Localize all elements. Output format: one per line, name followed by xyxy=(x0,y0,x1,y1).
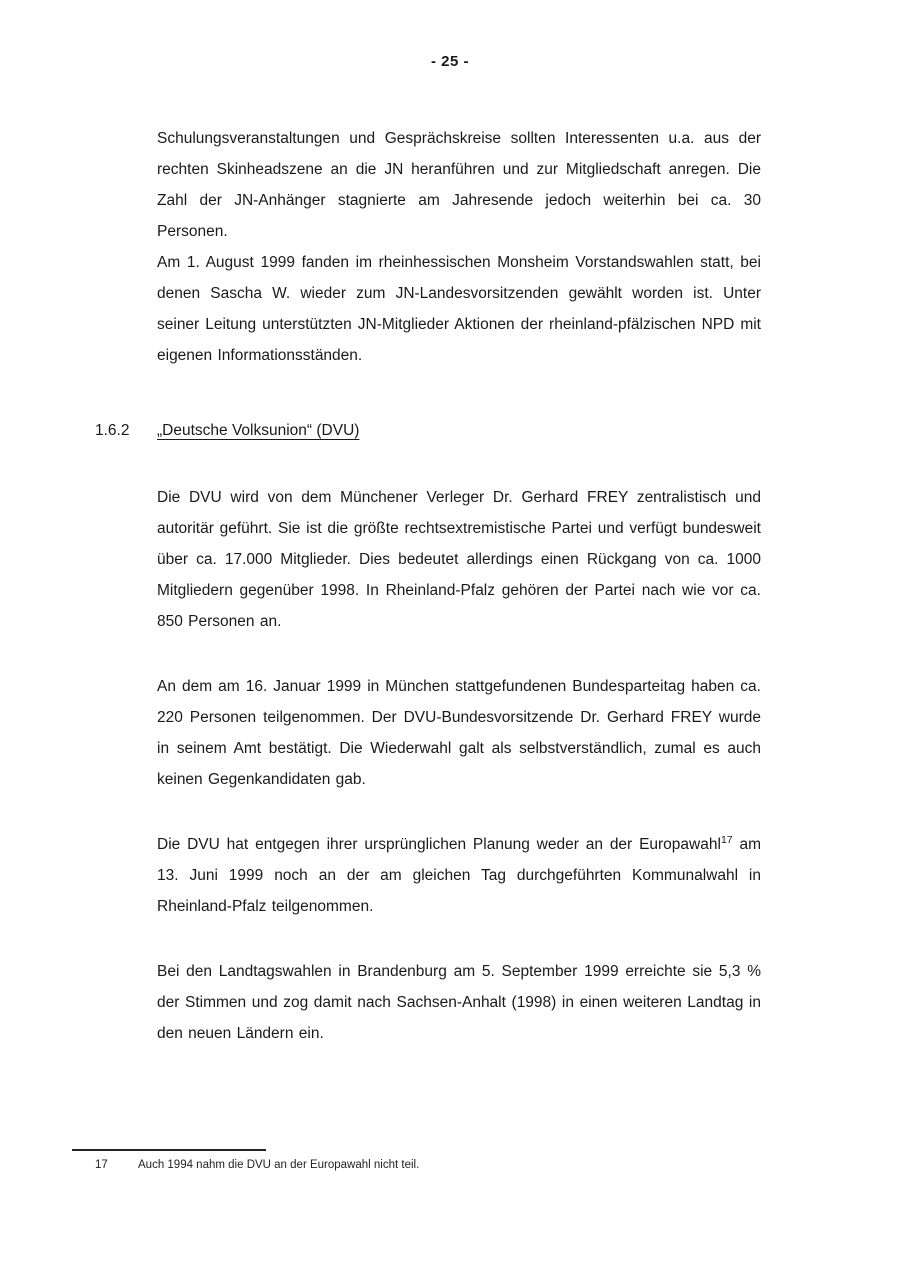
footnote-area xyxy=(72,1149,832,1173)
paragraph-europawahl-text-after: am 13. Juni 1999 noch an der am gleichen Tag durchgeführten Kommunalwahl in Rheinland-Pfalz teilgenommen. xyxy=(157,836,762,915)
footnote-reference: 17 xyxy=(720,833,733,846)
document-body xyxy=(0,70,900,1049)
paragraph-jn-schulung: Schulungsveranstaltungen und Gesprächskreise sollten Interessenten u.a. aus der rechten Skinheadszene an die JN heranführen und zur Mitgliedschaft anregen. Die Zahl der JN-Anhänger stagnierte am Jahresende jedoch weiterhin bei ca. 30 Personen. xyxy=(157,130,761,240)
footnote-number: 17 xyxy=(95,1159,108,1171)
page-number: - 25 - xyxy=(430,53,469,70)
paragraph-bundesparteitag: An dem am 16. Januar 1999 in München stattgefundenen Bundesparteitag haben ca. 220 Personen teilgenommen. Der DVU-Bundesvorsitzende Dr. Gerhard FREY wurde in seinem Amt bestätigt. Die Wiederwahl galt als selbstverständlich, zumal es auch keinen Gegenkandidaten gab. xyxy=(157,678,761,788)
footnote-text: Auch 1994 nahm die DVU an der Europawahl nicht teil. xyxy=(138,1159,420,1171)
paragraph-brandenburg: Bei den Landtagswahlen in Brandenburg am 5. September 1999 erreichte sie 5,3 % der Stimmen und zog damit nach Sachsen-Anhalt (1998) in einen weiteren Landtag in den neuen Ländern ein. xyxy=(157,963,761,1042)
paragraph-europawahl xyxy=(157,829,761,922)
paragraph-europawahl-text-before: Die DVU hat entgegen ihrer ursprünglichen Planung weder an der Europawahl xyxy=(157,836,721,853)
footnote xyxy=(72,1158,832,1173)
section-number: 1.6.2 xyxy=(95,422,130,439)
section-title: „Deutsche Volksunion“ (DVU) xyxy=(157,422,360,439)
footnote-separator xyxy=(72,1149,266,1151)
paragraph-jn-vorstandswahlen: Am 1. August 1999 fanden im rheinhessischen Monsheim Vorstandswahlen statt, bei denen Sascha W. wieder zum JN-Landesvorsitzenden gewählt worden ist. Unter seiner Leitung unterstützten JN-Mitglieder Aktionen der rheinland-pfälzischen NPD mit eigenen Informationsständen. xyxy=(157,254,761,364)
section-heading xyxy=(95,415,761,446)
paragraph-dvu-frey: Die DVU wird von dem Münchener Verleger Dr. Gerhard FREY zentralistisch und autoritär geführt. Sie ist die größte rechtsextremistische Partei und verfügt bundesweit über ca. 17.000 Mitglieder. Dies bedeutet allerdings einen Rückgang von ca. 1000 Mitgliedern gegenüber 1998. In Rheinland-Pfalz gehören der Partei nach wie vor ca. 850 Personen an. xyxy=(157,489,761,630)
